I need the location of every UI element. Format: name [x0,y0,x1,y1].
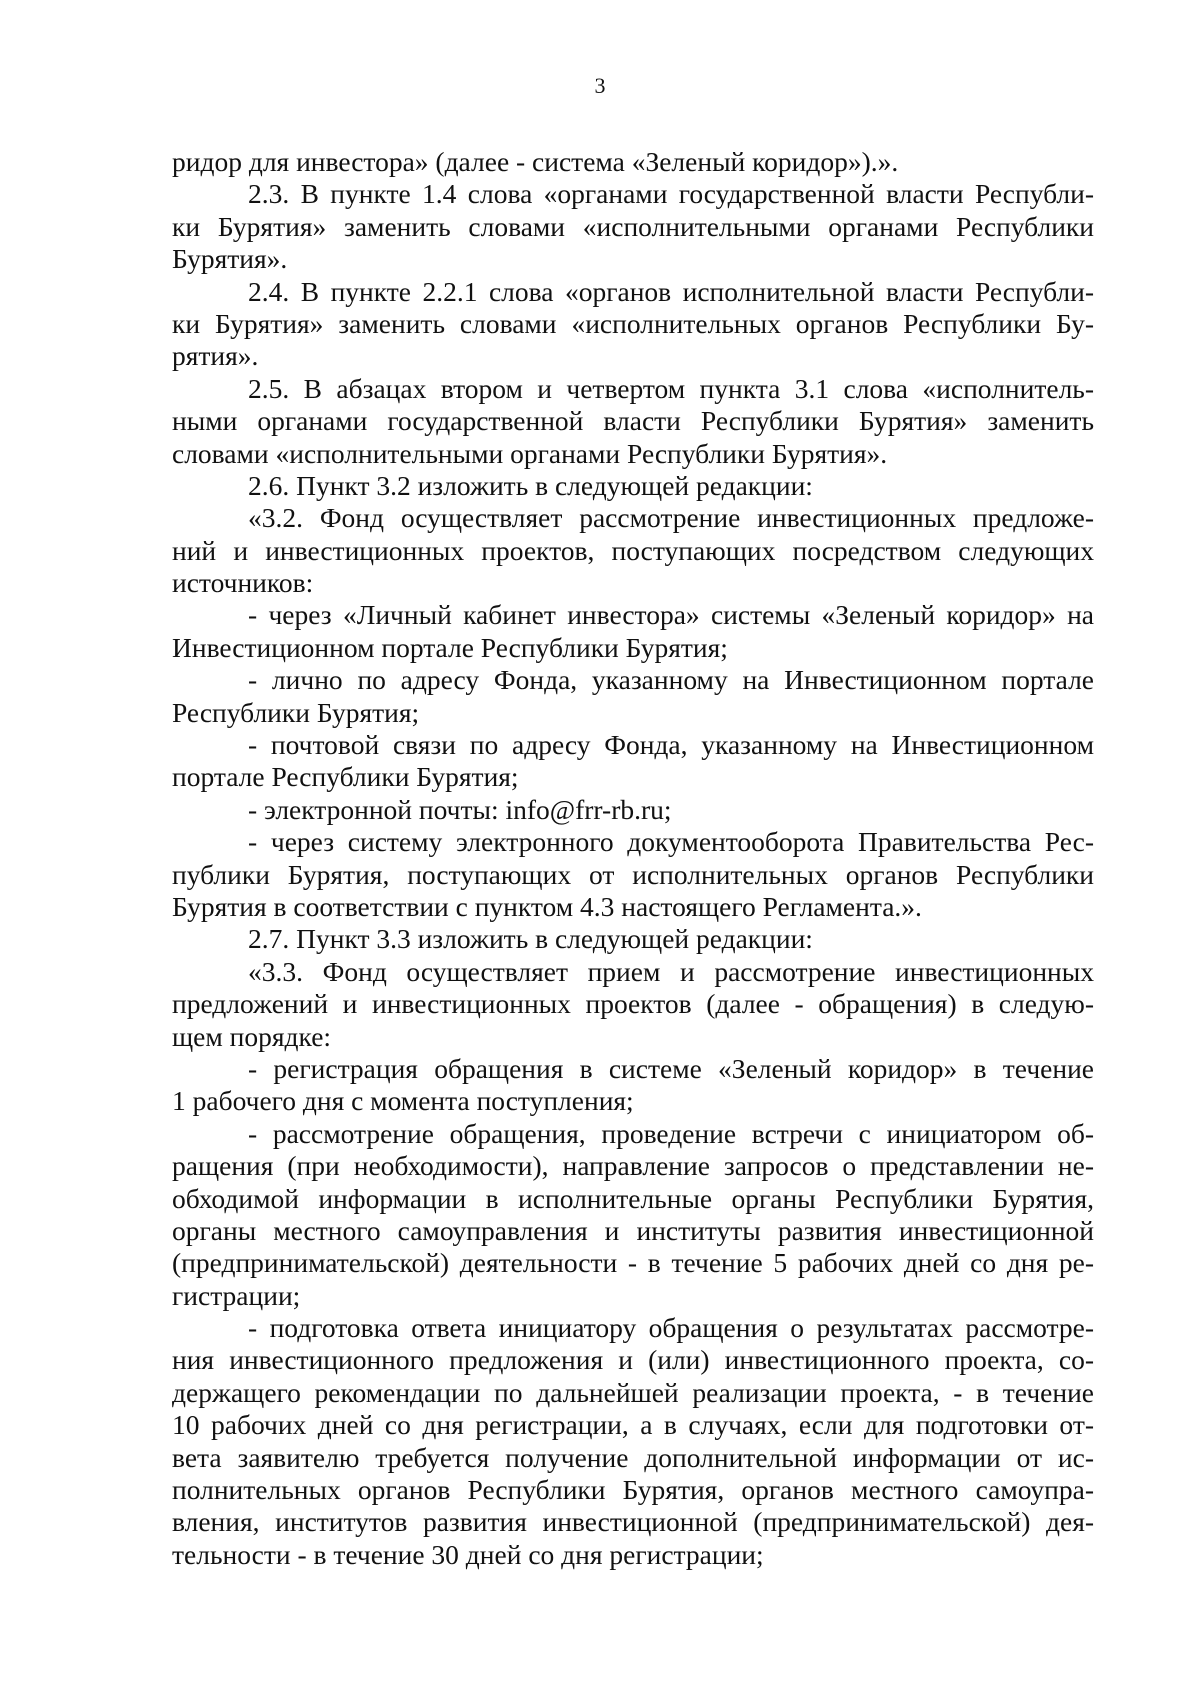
text-line: - почтовой связи по адресу Фонда, указанному на Инвестиционном [248,729,1094,761]
text-line: публики Бурятия, поступающих от исполнительных органов Республики [172,858,1094,890]
text-line: (предпринимательской) деятельности - в течение 5 рабочих дней со дня ре- [172,1247,1094,1279]
text-line: рятия». [172,340,259,372]
text-line: «3.3. Фонд осуществляет прием и рассмотрение инвестиционных [248,955,1094,987]
document-body [172,146,1094,1571]
text-line: источников: [172,567,314,599]
text-line: держащего рекомендации по дальнейшей реализации проекта, - в течение [172,1376,1094,1408]
text-line: Инвестиционном портале Республики Бурятия; [172,631,728,663]
text-line: полнительных органов Республики Бурятия, органов местного самоупра- [172,1474,1094,1506]
text-line: словами «исполнительными органами Республики Бурятия». [172,437,888,469]
text-line: - подготовка ответа инициатору обращения о результатах рассмотре- [248,1312,1094,1344]
text-line: ки Бурятия» заменить словами «исполнительными органами Республики [172,210,1094,242]
text-line: - через «Личный кабинет инвестора» системы «Зеленый коридор» на [248,599,1094,631]
text-line: ки Бурятия» заменить словами «исполнительных органов Республики Бу- [172,307,1094,339]
text-line: Бурятия в соответствии с пунктом 4.3 настоящего Регламента.». [172,890,922,922]
text-line: органы местного самоуправления и институты развития инвестиционной [172,1214,1094,1246]
text-line: 1 рабочего дня с момента поступления; [172,1085,634,1117]
text-line: 2.4. В пункте 2.2.1 слова «органов исполнительной власти Республи- [248,275,1094,307]
text-line: предложений и инвестиционных проектов (далее - обращения) в следую- [172,988,1094,1020]
page-number: 3 [594,73,606,98]
text-line: 2.6. Пункт 3.2 изложить в следующей редакции: [248,469,813,501]
text-line: гистрации; [172,1279,301,1311]
text-line: щем порядке: [172,1020,332,1052]
text-line: 2.3. В пункте 1.4 слова «органами государственной власти Республи- [248,178,1094,210]
text-line: вления, институтов развития инвестиционной (предпринимательской) дея- [172,1506,1094,1538]
text-line: вета заявителю требуется получение дополнительной информации от ис- [172,1441,1094,1473]
text-line: 2.5. В абзацах втором и четвертом пункта 3.1 слова «исполнитель- [248,372,1094,404]
text-line: портале Республики Бурятия; [172,761,519,793]
text-line: обходимой информации в исполнительные органы Республики Бурятия, [172,1182,1094,1214]
text-line: - лично по адресу Фонда, указанному на Инвестиционном портале [248,664,1094,696]
text-line: ращения (при необходимости), направление запросов о представлении не- [172,1150,1094,1182]
text-line: - через систему электронного документооборота Правительства Рес- [248,826,1094,858]
text-line: - рассмотрение обращения, проведение встречи с инициатором об- [248,1117,1094,1149]
text-line: тельности - в течение 30 дней со дня регистрации; [172,1538,764,1570]
text-line: ния инвестиционного предложения и (или) инвестиционного проекта, со- [172,1344,1094,1376]
text-line: ридор для инвестора» (далее - система «Зеленый коридор»).». [172,146,899,177]
text-line: Бурятия». [172,243,288,275]
text-line: «3.2. Фонд осуществляет рассмотрение инвестиционных предложе- [248,502,1094,534]
text-line: - регистрация обращения в системе «Зеленый коридор» в течение [248,1052,1094,1084]
text-line: ний и инвестиционных проектов, поступающих посредством следующих [172,534,1094,566]
text-line: Республики Бурятия; [172,696,420,728]
text-line: 10 рабочих дней со дня регистрации, а в случаях, если для подготовки от- [172,1409,1094,1441]
text-line: - электронной почты: info@frr-rb.ru; [248,793,672,825]
text-line: ными органами государственной власти Республики Бурятия» заменить [172,405,1094,437]
text-line: 2.7. Пункт 3.3 изложить в следующей редакции: [248,923,813,955]
